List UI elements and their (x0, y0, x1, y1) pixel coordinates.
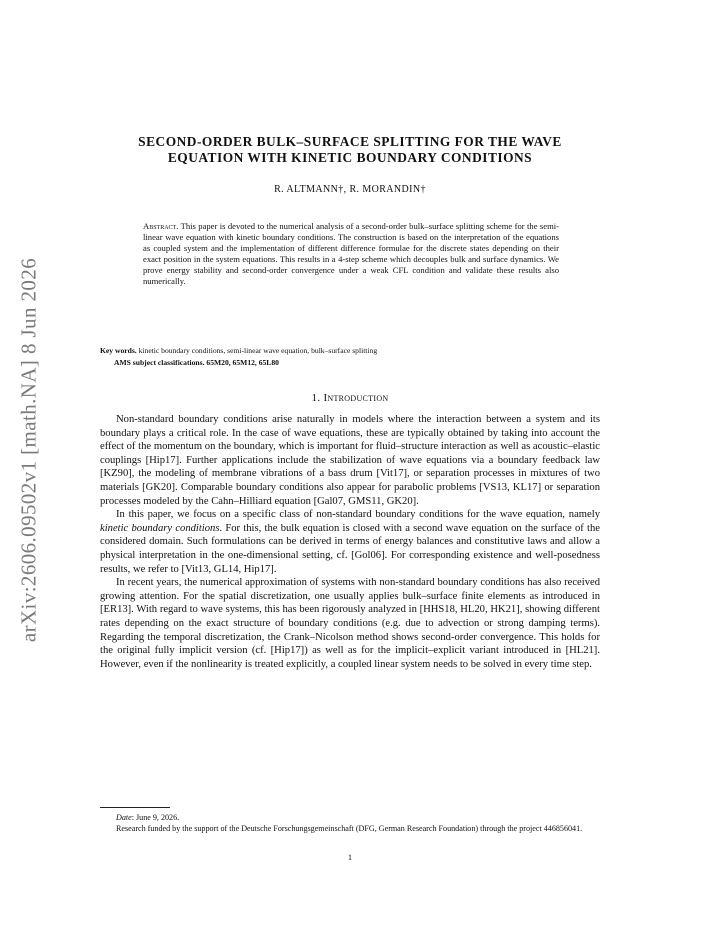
footnote-divider (100, 807, 170, 808)
ams-classification-line (100, 357, 600, 369)
page-number: 1 (347, 852, 353, 862)
footnote-date-label: Date (116, 813, 132, 822)
footnote-date (100, 812, 600, 823)
paper-title-line-2: EQUATION WITH KINETIC BOUNDARY CONDITIONS (167, 150, 533, 165)
abstract (143, 221, 559, 288)
keywords-label: Key words. (100, 346, 137, 355)
keywords-text: kinetic boundary conditions, semi-linear wave equation, bulk–surface splitting (138, 346, 378, 355)
keywords-line (100, 345, 600, 357)
abstract-text: This paper is devoted to the numerical analysis of a second-order bulk–surface splitting scheme for the semi-linear wave equation with kinetic boundary conditions. The construction is based on the interpretation of the equations as coupled system and the implementation of different difference formulae for the discrete states depending on their exact position in the system equations. This results in a 4-step scheme which decouples bulk and surface dynamics. We prove energy stability and second-order convergence under a weak CFL condition and validate these results also numerically. (143, 221, 559, 287)
paragraph-3: In recent years, the numerical approximation of systems with non-standard boundary conditions has also received growing attention. For the spatial discretization, one usually applies bulk–surface finite elements as introduced in [ER13]. With regard to wave systems, this has been rigorously analyzed in [HHS18, HL20, HK21], showing different rates depending on the exact structure of boundary conditions (e.g. due to advection or strong damping terms). Regarding the temporal discretization, the Crank–Nicolson method shows second-order convergence. This holds for the original fully implicit version (cf. [Hip17]) as well as for the implicit–explicit variant introduced in [HL21]. However, even if the nonlinearity is treated explicitly, a coupled linear system needs to be solved in every time step. (100, 577, 600, 670)
footnotes (100, 812, 600, 834)
paragraph-1: Non-standard boundary conditions arise naturally in models where the interaction between a system and its boundary plays a critical role. In the case of wave equations, these are typically obtained by taking into account the effect of the momentum on the boundary, which is important for fluid–structure interaction as well as acoustic–elastic couplings [Hip17]. Further applications include the stabilization of wave equations via a boundary feedback law [KZ90], the modeling of membrane vibrations of a bass drum [Vit17], or separation processes in mixtures of two materials [GK20]. Comparable boundary conditions also appear for parabolic problems [VS13, KL17] or separation processes modeled by the Cahn–Hilliard equation [Gal07, GMS11, GK20]. (100, 414, 600, 507)
footnote-date-value: : June 9, 2026. (131, 813, 180, 822)
arxiv-sidebar-stamp (14, 250, 44, 650)
abstract-label: Abstract. (143, 221, 179, 231)
arxiv-identifier: arXiv:2606.09502v1 [math.NA] 8 Jun 2026 (16, 257, 41, 643)
keywords-block (100, 345, 600, 369)
section-heading (100, 392, 600, 404)
paragraph-2-emphasis: kinetic boundary conditions (100, 522, 220, 534)
paper-authors: R. ALTMANN†, R. MORANDIN† (274, 184, 426, 195)
paper-title-line-1: SECOND-ORDER BULK–SURFACE SPLITTING FOR THE WAVE (138, 134, 562, 149)
paper-title (100, 134, 600, 166)
ams-codes: 65M20, 65M12, 65L80 (206, 358, 279, 367)
paragraph-2-end: . For this, the bulk equation is closed with a second wave equation on the surface of the considered domain. Such formulations can be derived in terms of energy balances and constitutive laws and allow a physical interpretation in the one-dimensional setting, cf. [Gol06]. For corresponding existence and well-posedness results, we refer to [Vit13, GL14, Hip17]. (100, 522, 600, 575)
section-title: Introduction (323, 392, 389, 404)
paragraph-2 (100, 508, 600, 576)
introduction-body (100, 413, 600, 671)
ams-label: AMS subject classifications. (114, 358, 205, 367)
section-number: 1. (311, 392, 321, 404)
paragraph-2-start: In this paper, we focus on a specific class of non-standard boundary conditions for the wave equation, namely (116, 509, 600, 521)
footnote-funding: Research funded by the support of the Deutsche Forschungsgemeinschaft (DFG, German Research Foundation) through the project 446856041. (116, 824, 583, 833)
